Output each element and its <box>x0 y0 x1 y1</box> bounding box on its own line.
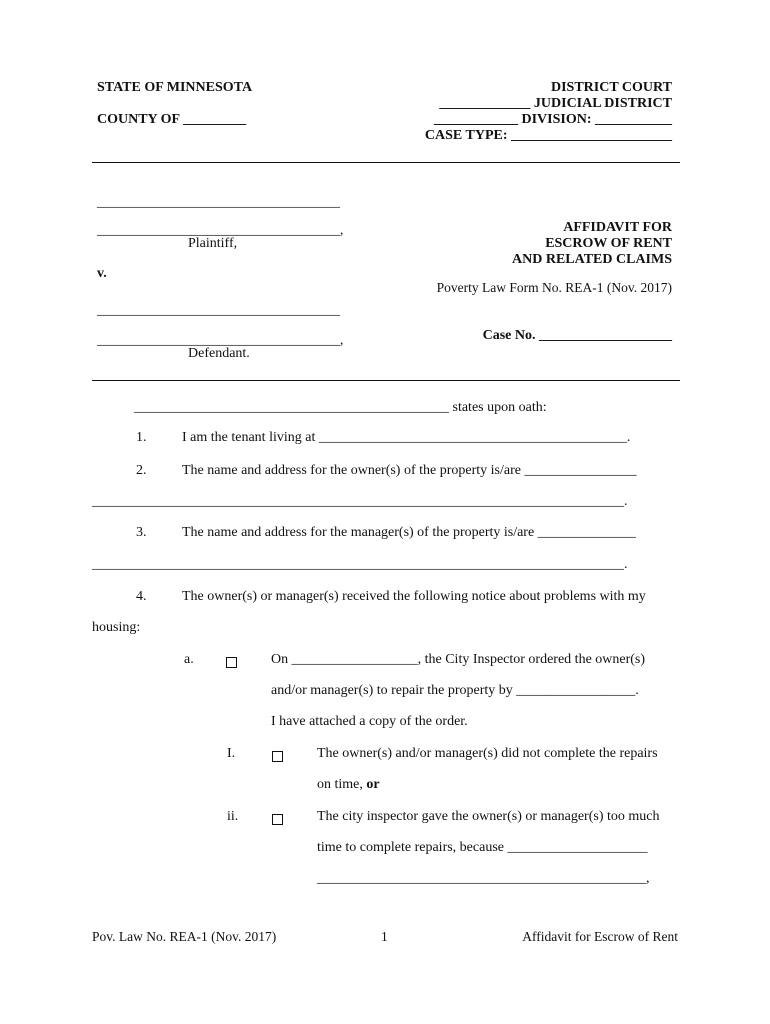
defendant-name-line-2: ____________________________________, <box>97 332 344 347</box>
item-number: 4. <box>136 589 147 604</box>
on-time-line <box>317 777 380 793</box>
county-heading: COUNTY OF _________ <box>97 112 247 127</box>
caption-divider-top <box>92 162 680 163</box>
reason-line: time to complete repairs, because ____________________ <box>317 840 648 855</box>
owner-address-line: The name and address for the owner(s) of the property is/are ________________ <box>182 463 637 478</box>
state-heading: STATE OF MINNESOTA <box>97 80 253 95</box>
plaintiff-label: Plaintiff, <box>188 236 238 251</box>
on-time-text: on time, <box>317 777 367 792</box>
owner-address-continuation: ____________________________________________________________________________. <box>92 494 628 509</box>
notice-statement: The owner(s) or manager(s) received the following notice about problems with my <box>182 589 646 604</box>
plaintiff-name-line-2: ____________________________________, <box>97 222 344 237</box>
defendant-label: Defendant. <box>188 346 250 361</box>
division-line: ____________ DIVISION: ___________ <box>433 112 672 127</box>
attached-order-note: I have attached a copy of the order. <box>271 714 468 729</box>
defendant-name-line-1: ____________________________________ <box>97 302 340 317</box>
case-type-line: CASE TYPE: _______________________ <box>424 128 672 143</box>
oath-line: _____________________________________________ states upon oath: <box>134 400 547 415</box>
checkbox-too-much-time[interactable] <box>272 812 283 830</box>
subitem-label: a. <box>184 652 194 667</box>
caption-divider-bottom <box>92 380 680 381</box>
checkbox-inspector-order[interactable] <box>226 655 237 673</box>
checkbox-icon <box>226 657 237 668</box>
checkbox-icon <box>272 814 283 825</box>
checkbox-icon <box>272 751 283 762</box>
footer-form-number: Pov. Law No. REA-1 (Nov. 2017) <box>92 929 277 944</box>
checkbox-repairs-not-completed[interactable] <box>272 749 283 767</box>
form-number: Poverty Law Form No. REA-1 (Nov. 2017) <box>436 280 672 295</box>
document-title-line-2: ESCROW OF RENT <box>545 236 672 251</box>
item-number: 2. <box>136 463 147 478</box>
document-title-line-3: AND RELATED CLAIMS <box>512 252 672 267</box>
versus-label: v. <box>97 266 107 281</box>
repair-deadline-line: and/or manager(s) to repair the property by _________________. <box>271 683 639 698</box>
footer-title: Affidavit for Escrow of Rent <box>522 929 678 944</box>
page-number: 1 <box>381 929 388 944</box>
case-number-line: Case No. ___________________ <box>482 328 672 343</box>
inspector-order-line: On __________________, the City Inspector ordered the owner(s) <box>271 652 646 667</box>
subitem-label: ii. <box>227 809 239 824</box>
item-number: 1. <box>136 430 147 445</box>
too-much-time-line: The city inspector gave the owner(s) or manager(s) too much <box>317 809 660 824</box>
court-heading: DISTRICT COURT <box>550 80 672 95</box>
reason-continuation: _______________________________________________, <box>317 871 650 886</box>
judicial-district-line: _____________ JUDICIAL DISTRICT <box>439 96 672 111</box>
or-text: or <box>366 777 380 792</box>
document-title-line-1: AFFIDAVIT FOR <box>563 220 672 235</box>
subitem-label: I. <box>227 746 236 761</box>
notice-statement-continuation: housing: <box>92 620 141 635</box>
tenant-address-line: I am the tenant living at ____________________________________________. <box>182 430 631 445</box>
manager-address-continuation: ____________________________________________________________________________. <box>92 557 628 572</box>
item-number: 3. <box>136 525 147 540</box>
repairs-not-completed-line: The owner(s) and/or manager(s) did not complete the repairs <box>317 746 658 761</box>
manager-address-line: The name and address for the manager(s) of the property is/are ______________ <box>182 525 636 540</box>
plaintiff-name-line-1: ____________________________________ <box>97 194 340 209</box>
